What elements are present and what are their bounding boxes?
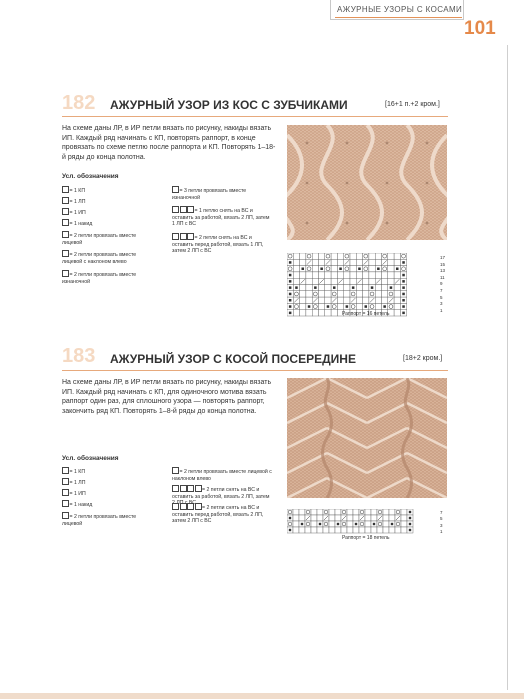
chart-cell <box>350 266 356 272</box>
chart-symbol <box>402 280 405 283</box>
chart-cell <box>375 285 381 291</box>
chart-cell <box>306 278 312 284</box>
chart-cell <box>312 266 318 272</box>
chart-cell <box>347 509 353 515</box>
chart-cell <box>394 285 400 291</box>
chart-symbol <box>390 286 393 289</box>
chart-cell <box>329 509 335 515</box>
chart-cell <box>394 303 400 309</box>
chart-cell <box>293 310 299 316</box>
chart-cell <box>300 310 306 316</box>
chart-row-number: 11 <box>440 274 445 280</box>
chart-cell <box>319 291 325 297</box>
chart-symbol <box>289 280 292 283</box>
chart-cell <box>365 527 371 533</box>
knit-photo-183 <box>287 378 447 498</box>
chart-cell <box>299 509 305 515</box>
chart-cell <box>337 297 343 303</box>
legend-title-183: Усл. обозначения <box>62 455 119 462</box>
chart-cell <box>350 278 356 284</box>
chart-caption-182: Раппорт = 16 петель <box>342 311 390 317</box>
header-underline <box>335 17 462 18</box>
chart-cell <box>311 515 317 521</box>
chart-symbol <box>289 529 291 531</box>
chart-cell <box>337 303 343 309</box>
chart-cell <box>306 291 312 297</box>
chart-symbol <box>327 305 330 308</box>
chart-row-number: 7 <box>440 510 443 515</box>
chart-symbol <box>402 299 405 302</box>
chart-cell <box>293 278 299 284</box>
chart-symbol <box>391 523 393 525</box>
chart-symbol <box>301 267 304 270</box>
pattern-repeat-182: [16+1 п.+2 кром.] <box>385 101 440 108</box>
edge-stitch-icon <box>62 467 69 474</box>
chart-cell <box>371 515 377 521</box>
chart-cell <box>363 291 369 297</box>
chart-symbol <box>383 305 386 308</box>
chart-cell <box>353 527 359 533</box>
chart-symbol <box>289 274 292 277</box>
chart-cell <box>382 291 388 297</box>
chart-cell <box>365 521 371 527</box>
chart-cell <box>341 527 347 533</box>
legend-item: = 1 ЛП <box>62 478 154 487</box>
chart-symbol <box>402 261 405 264</box>
chart-cell <box>344 278 350 284</box>
pattern-title-183: АЖУРНЫЙ УЗОР С КОСОЙ ПОСЕРЕДИНЕ <box>110 352 356 366</box>
chart-cell <box>375 291 381 297</box>
cable-front-icon <box>172 233 179 240</box>
edge-stitch-icon <box>62 186 69 193</box>
legend-item: = 2 петли снять на ВС и оставить перед работой, вязать 2 ЛП, затем 2 ЛП с ВС <box>172 505 264 525</box>
chart-cell <box>394 272 400 278</box>
ssk-icon <box>172 467 179 474</box>
chart-cell <box>388 266 394 272</box>
chart-cell <box>335 527 341 533</box>
chart-cell <box>325 285 331 291</box>
chart-row-number: 13 <box>440 268 446 274</box>
chart-cell <box>389 527 395 533</box>
chart-cell <box>312 272 318 278</box>
chart-cell <box>388 259 394 265</box>
pattern-description-182: На схеме даны ЛР, в ИР петли вязать по рисунку, накиды вязать ИП. Каждый ряд начинать с КП, повторять раппорт, в конце провязать по схеме петлю после раппорта и КП. Повторять 1–18-й ряды до конца полотна. <box>62 125 276 161</box>
legend-item: = 2 петли провязать вместе лицевой <box>62 233 137 246</box>
chart-cell <box>395 527 401 533</box>
pattern-number-182: 182 <box>62 92 96 114</box>
pattern-title-182: АЖУРНЫЙ УЗОР ИЗ КОС С ЗУБЧИКАМИ <box>110 98 348 112</box>
chart-cell <box>347 515 353 521</box>
chart-symbol <box>295 286 298 289</box>
legend-item: = 2 петли провязать вместе лицевой с наклоном влево <box>172 469 272 482</box>
chart-cell <box>353 515 359 521</box>
chart-symbol <box>289 293 292 296</box>
chart-cell <box>329 521 335 527</box>
chart-symbol <box>289 305 292 308</box>
chart-symbol <box>301 523 303 525</box>
chart-cell <box>300 303 306 309</box>
chart-cell <box>356 253 362 259</box>
chart-cell <box>299 515 305 521</box>
chart-cell <box>312 259 318 265</box>
chart-symbol <box>346 305 349 308</box>
chart-cell <box>311 521 317 527</box>
chart-symbol <box>355 523 357 525</box>
chart-cell <box>300 297 306 303</box>
chart-cell <box>369 259 375 265</box>
chart-symbol <box>373 523 375 525</box>
chart-cell <box>293 266 299 272</box>
chart-symbol <box>409 529 411 531</box>
section-title: АЖУРНЫЕ УЗОРЫ С КОСАМИ <box>337 5 463 14</box>
chart-symbol <box>402 286 405 289</box>
chart-cell <box>319 303 325 309</box>
chart-symbol <box>402 305 405 308</box>
chart-cell <box>365 515 371 521</box>
chart-cell <box>319 253 325 259</box>
knit-stitch-icon <box>62 197 69 204</box>
p3tog-icon <box>172 186 179 193</box>
chart-cell <box>317 509 323 515</box>
chart-cell <box>323 527 329 533</box>
legend-item: = 1 накид <box>62 500 154 509</box>
chart-cell <box>394 291 400 297</box>
chart-cell <box>382 272 388 278</box>
chart-cell <box>383 527 389 533</box>
chart-cell <box>319 310 325 316</box>
chart-symbol <box>402 274 405 277</box>
stitch-chart-183 <box>287 509 437 537</box>
chart-cell <box>350 272 356 278</box>
chart-cell <box>331 310 337 316</box>
chart-symbol <box>402 293 405 296</box>
chart-cell <box>331 259 337 265</box>
chart-cell <box>388 253 394 259</box>
chart-cell <box>369 278 375 284</box>
chart-row-number: 5 <box>440 294 443 300</box>
cable-front-icon <box>172 503 179 510</box>
chart-cell <box>377 527 383 533</box>
chart-cell <box>347 527 353 533</box>
chart-symbol <box>339 267 342 270</box>
chart-cell <box>306 272 312 278</box>
chart-cell <box>331 272 337 278</box>
yarn-over-icon <box>62 219 69 226</box>
legend-item: = 2 петли провязать вместе лицевой с наклоном влево <box>62 252 137 265</box>
chart-row-number: 1 <box>440 307 443 313</box>
chart-cell <box>293 253 299 259</box>
chart-symbol <box>333 286 336 289</box>
chart-cell <box>319 272 325 278</box>
chart-cell <box>305 527 311 533</box>
chart-symbol <box>409 517 411 519</box>
chart-cell <box>312 253 318 259</box>
chart-cell <box>299 527 305 533</box>
chart-cell <box>363 272 369 278</box>
legend-item: = 1 ЛП <box>62 197 154 206</box>
chart-cell <box>337 291 343 297</box>
legend-item: = 1 КП <box>62 467 154 476</box>
chart-cell <box>347 521 353 527</box>
chart-cell <box>389 509 395 515</box>
legend-item: = 3 петли провязать вместе изнаночной <box>172 188 247 201</box>
chart-cell <box>337 259 343 265</box>
chart-cell <box>319 259 325 265</box>
chart-cell <box>306 297 312 303</box>
chart-cell <box>383 509 389 515</box>
legend-item: = 2 петли провязать вместе лицевой <box>62 514 137 527</box>
chart-cell <box>300 285 306 291</box>
chart-symbol <box>289 312 292 315</box>
pattern-number-183: 183 <box>62 345 96 367</box>
chart-symbol <box>409 523 411 525</box>
chart-cell <box>337 285 343 291</box>
stitch-chart-182 <box>287 253 437 317</box>
chart-cell <box>325 310 331 316</box>
chart-row-number: 5 <box>440 516 443 522</box>
chart-cell <box>394 297 400 303</box>
heading-rule <box>62 116 448 117</box>
chart-cell <box>401 521 407 527</box>
chart-caption-183: Раппорт = 18 петель <box>342 535 390 541</box>
chart-cell <box>363 285 369 291</box>
chart-cell <box>325 297 331 303</box>
chart-symbol <box>352 286 355 289</box>
chart-cell <box>331 266 337 272</box>
chart-cell <box>394 310 400 316</box>
chart-row-number: 17 <box>440 255 446 260</box>
chart-cell <box>363 297 369 303</box>
purl-stitch-icon <box>62 489 69 496</box>
chart-cell <box>389 515 395 521</box>
legend-item: = 1 петлю снять на ВС и оставить за работой, вязать 2 ЛП, затем 1 ЛП с ВС <box>172 208 270 228</box>
chart-cell <box>306 285 312 291</box>
legend-item: = 1 накид <box>62 219 154 228</box>
cable-back-icon <box>172 485 179 492</box>
chart-cell <box>382 297 388 303</box>
ssk-icon <box>62 250 69 257</box>
chart-cell <box>337 253 343 259</box>
chart-cell <box>331 253 337 259</box>
chart-cell <box>353 509 359 515</box>
chart-cell <box>312 278 318 284</box>
chart-cell <box>293 515 299 521</box>
chart-cell <box>356 297 362 303</box>
chart-cell <box>369 272 375 278</box>
chart-symbol <box>358 267 361 270</box>
chart-cell <box>344 291 350 297</box>
chart-cell <box>382 285 388 291</box>
chart-cell <box>359 527 365 533</box>
heading-rule <box>62 370 448 371</box>
yarn-over-icon <box>62 500 69 507</box>
chart-cell <box>350 259 356 265</box>
chart-cell <box>311 527 317 533</box>
legend-item: = 2 петли снять на ВС и оставить за работой, вязать 2 ЛП, затем <box>172 487 270 500</box>
chart-cell <box>388 278 394 284</box>
chart-cell <box>382 278 388 284</box>
chart-cell <box>331 278 337 284</box>
chart-cell <box>319 297 325 303</box>
chart-symbol <box>396 267 399 270</box>
chart-cell <box>375 297 381 303</box>
chart-cell <box>375 272 381 278</box>
chart-cell <box>293 521 299 527</box>
chart-cell <box>375 303 381 309</box>
chart-cell <box>344 297 350 303</box>
chart-row-number: 3 <box>440 522 443 528</box>
chart-cell <box>337 272 343 278</box>
chart-cell <box>293 272 299 278</box>
chart-cell <box>375 253 381 259</box>
chart-cell <box>293 527 299 533</box>
chart-cell <box>306 310 312 316</box>
chart-cell <box>350 253 356 259</box>
chart-row-number: 3 <box>440 301 443 307</box>
chart-cell <box>300 253 306 259</box>
chart-cell <box>317 527 323 533</box>
chart-row-number: 1 <box>440 529 443 535</box>
page-side-rule <box>507 45 508 690</box>
chart-cell <box>335 509 341 515</box>
chart-cell <box>356 272 362 278</box>
chart-row-number: 9 <box>440 281 443 287</box>
chart-cell <box>335 515 341 521</box>
chart-symbol <box>289 261 292 264</box>
legend-item: = 2 петли провязать вместе изнаночной <box>62 272 137 285</box>
page-footer-band <box>0 693 524 699</box>
chart-cell <box>365 509 371 515</box>
chart-cell <box>363 278 369 284</box>
chart-cell <box>325 272 331 278</box>
chart-symbol <box>371 286 374 289</box>
chart-cell <box>401 527 407 533</box>
chart-symbol <box>320 267 323 270</box>
chart-cell <box>325 278 331 284</box>
legend-item: = 1 ИП <box>62 489 154 498</box>
legend-item: = 1 КП <box>62 186 154 195</box>
chart-symbol <box>364 305 367 308</box>
chart-cell <box>300 272 306 278</box>
chart-cell <box>375 259 381 265</box>
chart-cell <box>312 310 318 316</box>
chart-cell <box>371 509 377 515</box>
chart-symbol <box>289 299 292 302</box>
chart-row-number: 15 <box>440 261 446 267</box>
knit-stitch-icon <box>62 478 69 485</box>
chart-cell <box>394 253 400 259</box>
chart-cell <box>356 259 362 265</box>
legend-title-182: Усл. обозначения <box>62 173 119 180</box>
chart-cell <box>329 527 335 533</box>
chart-symbol <box>337 523 339 525</box>
chart-cell <box>356 291 362 297</box>
chart-cell <box>317 515 323 521</box>
chart-cell <box>394 259 400 265</box>
chart-cell <box>356 285 362 291</box>
knit-photo-182 <box>287 125 447 240</box>
k2tog-icon <box>62 231 69 238</box>
chart-cell <box>401 509 407 515</box>
chart-cell <box>344 285 350 291</box>
chart-cell <box>329 515 335 521</box>
chart-cell <box>388 272 394 278</box>
chart-symbol <box>289 286 292 289</box>
pattern-description-183: На схеме даны ЛР, в ИР петли вязать по рисунку, накиды вязать ИП. Каждый ряд начинать с КП, для одиночного мотива вязать раппорт один раз, для сплошного узора — повторять раппорт, закончить ряд КП. Повторять 1–8-й ряды до конца полотна. <box>62 379 272 415</box>
chart-cell <box>300 291 306 297</box>
page-number: 101 <box>464 18 496 39</box>
chart-cell <box>293 259 299 265</box>
k2tog-icon <box>62 512 69 519</box>
legend-item: = 1 ИП <box>62 208 154 217</box>
chart-row-number: 7 <box>440 288 443 293</box>
chart-cell <box>401 515 407 521</box>
legend-item: = 2 петли снять на ВС и оставить перед работой, вязать 1 ЛП, затем 2 ЛП с ВС <box>172 235 264 255</box>
chart-cell <box>383 515 389 521</box>
chart-cell <box>369 266 375 272</box>
chart-symbol <box>289 517 291 519</box>
chart-symbol <box>409 511 411 513</box>
chart-cell <box>371 527 377 533</box>
chart-symbol <box>377 267 380 270</box>
chart-cell <box>300 259 306 265</box>
cable-back-icon <box>172 206 179 213</box>
chart-symbol <box>402 312 405 315</box>
chart-symbol <box>319 523 321 525</box>
chart-cell <box>311 509 317 515</box>
chart-symbol <box>314 286 317 289</box>
p2tog-icon <box>62 270 69 277</box>
chart-cell <box>325 291 331 297</box>
pattern-repeat-183: [18+2 кром.] <box>403 355 443 362</box>
chart-cell <box>369 253 375 259</box>
chart-cell <box>383 521 389 527</box>
purl-stitch-icon <box>62 208 69 215</box>
chart-cell <box>293 509 299 515</box>
chart-cell <box>344 272 350 278</box>
chart-cell <box>319 285 325 291</box>
chart-cell <box>356 303 362 309</box>
chart-symbol <box>308 305 311 308</box>
